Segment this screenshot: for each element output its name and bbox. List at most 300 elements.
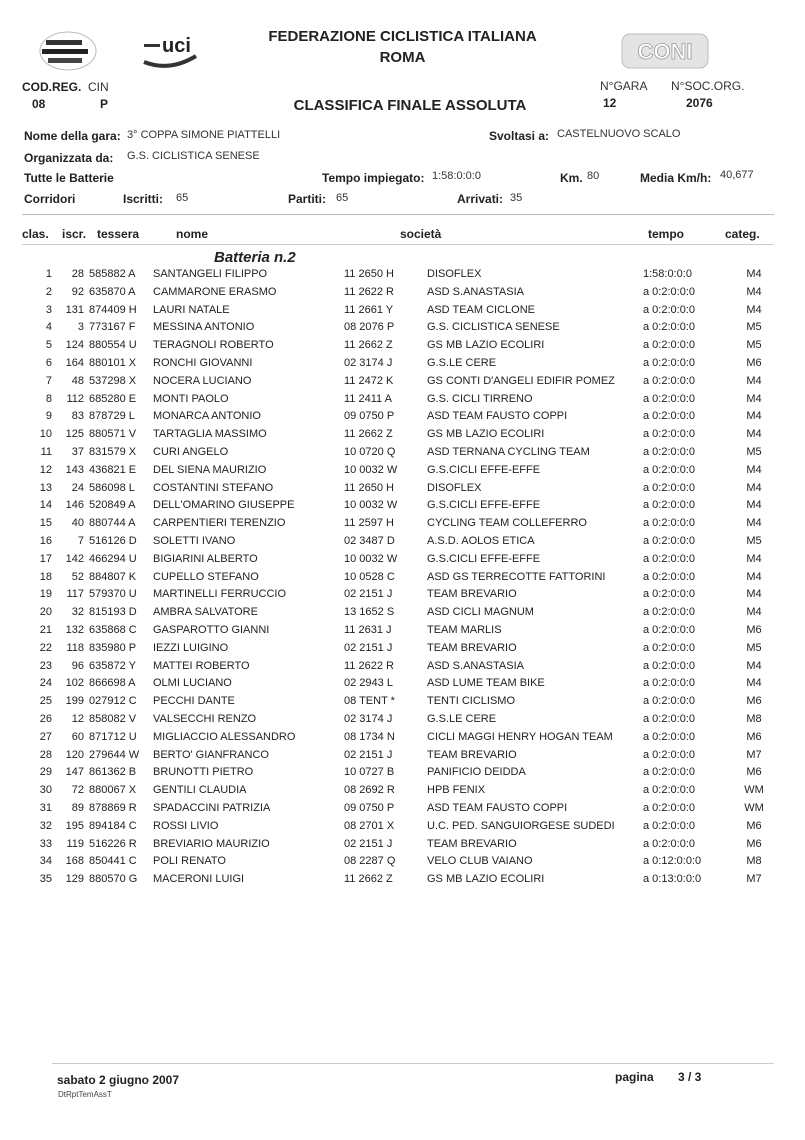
cell-categ: M4 <box>746 410 762 423</box>
table-row <box>0 499 805 517</box>
cell-iscr: 92 <box>71 285 84 298</box>
cell-tessera: 520849 A <box>89 499 136 512</box>
cell-societa: ASD S.ANASTASIA <box>427 285 524 298</box>
cell-iscr: 40 <box>71 517 84 530</box>
table-row <box>0 588 805 606</box>
cell-tempo: a 0:2:0:0:0 <box>643 410 695 423</box>
cin-label: CIN <box>88 80 109 94</box>
cell-societa: ASD S.ANASTASIA <box>427 659 524 672</box>
cell-tessera: 866698 A <box>89 677 136 690</box>
time-value: 1:58:0:0:0 <box>432 170 481 182</box>
cell-societa: TEAM BREVARIO <box>427 748 517 761</box>
cod-reg-label: COD.REG. <box>22 80 82 94</box>
table-row <box>0 286 805 304</box>
organizer-label: Organizzata da: <box>24 151 114 165</box>
km-value: 80 <box>587 170 600 182</box>
cell-codice: 02 3487 D <box>344 534 395 547</box>
cell-tempo: a 0:2:0:0:0 <box>643 356 695 369</box>
table-row <box>0 642 805 660</box>
table-row <box>0 446 805 464</box>
cell-categ: M5 <box>746 534 762 547</box>
cell-tempo: a 0:2:0:0:0 <box>643 712 695 725</box>
cell-societa: ASD TERNANA CYCLING TEAM <box>427 445 590 458</box>
table-row <box>0 428 805 446</box>
table-row <box>0 855 805 873</box>
cell-iscr: 125 <box>65 428 84 441</box>
cell-categ: WM <box>744 801 764 814</box>
cell-tempo: a 0:2:0:0:0 <box>643 766 695 779</box>
cell-categ: M4 <box>746 588 762 601</box>
cell-tempo: a 0:2:0:0:0 <box>643 481 695 494</box>
cell-iscr: 119 <box>66 837 84 850</box>
cell-codice: 11 2650 H <box>344 268 394 280</box>
cell-tessera: 027912 C <box>89 695 137 708</box>
col-societa: società <box>400 227 442 241</box>
cell-pos: 30 <box>39 784 52 797</box>
cell-tempo: a 0:2:0:0:0 <box>643 748 695 761</box>
cell-nome: CARPENTIERI TERENZIO <box>153 517 286 530</box>
cell-tessera: 850441 C <box>89 855 137 868</box>
cell-nome: NOCERA LUCIANO <box>153 374 252 387</box>
table-row <box>0 571 805 589</box>
cell-codice: 11 2622 R <box>344 659 394 672</box>
time-label: Tempo impiegato: <box>322 171 425 185</box>
cell-iscr: 143 <box>65 463 84 476</box>
cell-pos: 2 <box>45 285 52 298</box>
coni-logo-text: CONI <box>637 39 693 64</box>
cell-tempo: a 0:13:0:0:0 <box>643 873 702 886</box>
cell-nome: SANTANGELI FILIPPO <box>153 268 268 280</box>
cell-categ: WM <box>744 784 764 797</box>
cell-tempo: a 0:2:0:0:0 <box>643 588 695 601</box>
cell-societa: DISOFLEX <box>427 268 482 280</box>
cell-nome: OLMI LUCIANO <box>153 677 232 690</box>
cell-nome: MACERONI LUIGI <box>153 873 245 886</box>
table-row <box>0 517 805 535</box>
cell-societa: ASD TEAM FAUSTO COPPI <box>427 410 568 423</box>
cell-iscr: 48 <box>71 374 84 387</box>
cell-tessera: 874409 H <box>89 303 137 316</box>
table-row <box>0 410 805 428</box>
cell-societa: PANIFICIO DEIDDA <box>427 766 526 779</box>
cell-iscr: 112 <box>66 392 84 405</box>
uci-logo-text: uci <box>162 35 191 57</box>
cell-tessera: 466294 U <box>89 552 137 565</box>
col-tessera: tessera <box>97 227 140 241</box>
table-row <box>0 553 805 571</box>
results-table <box>0 268 805 891</box>
cell-nome: TARTAGLIA MASSIMO <box>153 428 267 441</box>
cell-societa: G.S.LE CERE <box>427 712 497 725</box>
cell-tessera: 858082 V <box>89 712 137 725</box>
table-row <box>0 339 805 357</box>
cell-nome: COSTANTINI STEFANO <box>153 481 274 494</box>
cell-nome: MESSINA ANTONIO <box>153 321 255 334</box>
cell-codice: 11 2472 K <box>344 374 394 387</box>
cell-tempo: a 0:2:0:0:0 <box>643 552 695 565</box>
cell-categ: M6 <box>746 819 762 832</box>
cell-societa: ASD CICLI MAGNUM <box>427 606 534 619</box>
col-nome: nome <box>176 227 209 241</box>
cell-pos: 17 <box>39 552 52 565</box>
cell-pos: 6 <box>45 356 52 369</box>
table-row <box>0 321 805 339</box>
cell-iscr: 52 <box>71 570 84 583</box>
cell-tessera: 579370 U <box>89 588 137 601</box>
cell-codice: 10 0032 W <box>344 552 398 565</box>
cell-pos: 32 <box>39 819 52 832</box>
cell-nome: BERTO' GIANFRANCO <box>153 748 269 761</box>
cell-tessera: 537298 X <box>89 374 137 387</box>
header-divider <box>22 214 774 215</box>
organizer-value: G.S. CICLISTICA SENESE <box>127 150 260 162</box>
cell-tessera: 635868 C <box>89 623 137 636</box>
cell-nome: PECCHI DANTE <box>153 695 235 708</box>
cell-categ: M8 <box>746 855 762 868</box>
cell-codice: 02 2151 J <box>344 837 393 850</box>
cell-iscr: 28 <box>71 268 84 280</box>
cell-pos: 24 <box>39 677 52 690</box>
table-row <box>0 660 805 678</box>
cell-societa: TENTI CICLISMO <box>427 695 516 708</box>
cell-tempo: a 0:2:0:0:0 <box>643 641 695 654</box>
cell-societa: ASD LUME TEAM BIKE <box>427 677 545 690</box>
cell-pos: 23 <box>39 659 52 672</box>
cell-categ: M4 <box>746 268 762 280</box>
cell-iscr: 129 <box>65 873 84 886</box>
cell-codice: 02 3174 J <box>344 712 393 725</box>
ngara-value: 12 <box>603 96 617 110</box>
cell-pos: 11 <box>40 445 52 458</box>
race-value: 3° COPPA SIMONE PIATTELLI <box>127 129 281 141</box>
cell-pos: 10 <box>39 428 52 441</box>
cell-codice: 08 2076 P <box>344 321 395 334</box>
table-row <box>0 766 805 784</box>
cell-societa: G.S.CICLI EFFE-EFFE <box>427 552 541 565</box>
batteries-label: Tutte le Batterie <box>24 171 114 185</box>
table-row <box>0 268 805 286</box>
cell-tempo: a 0:2:0:0:0 <box>643 695 695 708</box>
cell-categ: M4 <box>746 570 762 583</box>
cell-pos: 12 <box>39 463 52 476</box>
cell-codice: 11 2662 Z <box>344 873 393 886</box>
cell-tessera: 685280 E <box>89 392 137 405</box>
cell-codice: 11 2411 A <box>344 392 392 405</box>
cell-tempo: a 0:2:0:0:0 <box>643 463 695 476</box>
cell-tessera: 880570 G <box>89 873 138 886</box>
cell-codice: 09 0750 P <box>344 410 395 423</box>
cell-tessera: 880101 X <box>89 356 137 369</box>
cell-nome: CAMMARONE ERASMO <box>153 285 277 298</box>
cell-pos: 15 <box>39 517 52 530</box>
fci-logo-icon <box>38 30 98 72</box>
cell-codice: 02 2943 L <box>344 677 393 690</box>
cell-societa: TEAM BREVARIO <box>427 641 517 654</box>
cell-iscr: 102 <box>65 677 84 690</box>
cell-pos: 33 <box>39 837 52 850</box>
cell-tessera: 878729 L <box>89 410 135 423</box>
cell-tempo: a 0:2:0:0:0 <box>643 784 695 797</box>
cell-nome: GASPAROTTO GIANNI <box>153 623 270 636</box>
cell-pos: 7 <box>45 374 52 387</box>
cell-tessera: 635872 Y <box>89 659 136 672</box>
cell-tempo: a 0:2:0:0:0 <box>643 606 695 619</box>
race-label: Nome della gara: <box>24 129 121 143</box>
cell-tessera: 586098 L <box>89 481 135 494</box>
cell-tempo: a 0:2:0:0:0 <box>643 534 695 547</box>
cell-societa: G.S.LE CERE <box>427 356 497 369</box>
table-row <box>0 784 805 802</box>
cell-categ: M4 <box>746 552 762 565</box>
footer-page-value: 3 / 3 <box>678 1070 702 1084</box>
cell-tempo: a 0:2:0:0:0 <box>643 730 695 743</box>
cell-codice: 08 2692 R <box>344 784 395 797</box>
cell-categ: M4 <box>746 374 762 387</box>
table-row <box>0 820 805 838</box>
cell-tessera: 894184 C <box>89 819 137 832</box>
cell-nome: MATTEI ROBERTO <box>153 659 250 672</box>
cell-societa: GS MB LAZIO ECOLIRI <box>427 428 545 441</box>
cell-categ: M6 <box>746 766 762 779</box>
cell-iscr: 83 <box>71 410 84 423</box>
cell-pos: 34 <box>39 855 52 868</box>
venue-label: Svoltasi a: <box>489 129 550 143</box>
cell-tessera: 516126 D <box>89 534 137 547</box>
cell-categ: M5 <box>746 641 762 654</box>
cell-nome: BRUNOTTI PIETRO <box>153 766 254 779</box>
cell-societa: CICLI MAGGI HENRY HOGAN TEAM <box>427 730 613 743</box>
cell-tessera: 878869 R <box>89 801 137 814</box>
cell-categ: M7 <box>746 748 762 761</box>
cell-categ: M4 <box>746 677 762 690</box>
cell-societa: TEAM BREVARIO <box>427 588 517 601</box>
table-row <box>0 304 805 322</box>
cin-value: P <box>100 97 109 111</box>
cell-tessera: 516226 R <box>89 837 137 850</box>
entered-value: 65 <box>176 192 189 204</box>
cell-nome: AMBRA SALVATORE <box>153 606 258 619</box>
avg-value: 40,677 <box>720 169 754 181</box>
cell-pos: 21 <box>39 623 52 636</box>
cell-societa: U.C. PED. SANGUIORGESE SUDEDI <box>427 819 615 832</box>
cell-tessera: 861362 B <box>89 766 137 779</box>
table-row <box>0 393 805 411</box>
cell-societa: GS MB LAZIO ECOLIRI <box>427 873 545 886</box>
table-row <box>0 695 805 713</box>
riders-label: Corridori <box>24 192 76 206</box>
cell-iscr: 124 <box>65 339 84 352</box>
cell-tessera: 773167 F <box>89 321 136 334</box>
cell-societa: GS CONTI D'ANGELI EDIFIR POMEZ <box>427 374 615 387</box>
started-label: Partiti: <box>288 192 327 206</box>
cell-categ: M5 <box>746 321 762 334</box>
cell-nome: TERAGNOLI ROBERTO <box>153 339 274 352</box>
cell-iscr: 146 <box>65 499 84 512</box>
cell-iscr: 120 <box>65 748 84 761</box>
cell-iscr: 60 <box>71 730 84 743</box>
km-label: Km. <box>560 171 583 185</box>
cell-societa: G.S.CICLI EFFE-EFFE <box>427 499 541 512</box>
cell-tessera: 436821 E <box>89 463 137 476</box>
cell-tempo: a 0:2:0:0:0 <box>643 801 695 814</box>
cell-codice: 02 3174 J <box>344 356 393 369</box>
cell-iscr: 3 <box>77 321 84 334</box>
cell-tempo: a 0:2:0:0:0 <box>643 445 695 458</box>
cell-categ: M6 <box>746 623 762 636</box>
cell-iscr: 147 <box>65 766 84 779</box>
cell-tessera: 635870 A <box>89 285 136 298</box>
cell-categ: M6 <box>746 837 762 850</box>
cell-nome: POLI RENATO <box>153 855 226 868</box>
cell-pos: 31 <box>39 801 52 814</box>
cell-pos: 28 <box>39 748 52 761</box>
cell-pos: 19 <box>39 588 52 601</box>
arrived-value: 35 <box>510 192 523 204</box>
cell-pos: 18 <box>39 570 52 583</box>
cell-codice: 08 2287 Q <box>344 855 396 868</box>
cell-codice: 10 0720 Q <box>344 445 396 458</box>
cell-pos: 26 <box>39 712 52 725</box>
cell-iscr: 24 <box>71 481 84 494</box>
cell-nome: MARTINELLI FERRUCCIO <box>153 588 287 601</box>
cell-categ: M4 <box>746 463 762 476</box>
cell-categ: M6 <box>746 356 762 369</box>
cell-categ: M4 <box>746 428 762 441</box>
cell-tempo: a 0:2:0:0:0 <box>643 339 695 352</box>
cell-societa: ASD TEAM CICLONE <box>427 303 535 316</box>
cell-codice: 02 2151 J <box>344 588 393 601</box>
cell-tessera: 871712 U <box>89 730 137 743</box>
cell-pos: 1 <box>45 268 52 280</box>
table-row <box>0 357 805 375</box>
cell-tempo: a 0:2:0:0:0 <box>643 499 695 512</box>
table-row <box>0 731 805 749</box>
cell-societa: GS MB LAZIO ECOLIRI <box>427 339 545 352</box>
cell-societa: G.S. CICLI TIRRENO <box>427 392 533 405</box>
cell-nome: DELL'OMARINO GIUSEPPE <box>153 499 295 512</box>
cell-nome: LAURI NATALE <box>153 303 230 316</box>
cell-categ: M4 <box>746 285 762 298</box>
cell-categ: M5 <box>746 445 762 458</box>
table-row <box>0 749 805 767</box>
cell-pos: 4 <box>45 321 52 334</box>
cell-nome: CUPELLO STEFANO <box>153 570 259 583</box>
cell-codice: 08 TENT * <box>344 695 395 708</box>
cell-tessera: 880554 U <box>89 339 137 352</box>
coni-logo <box>620 30 710 72</box>
cell-pos: 8 <box>45 392 52 405</box>
table-row <box>0 677 805 695</box>
cell-nome: SPADACCINI PATRIZIA <box>153 801 271 814</box>
cell-tessera: 884807 K <box>89 570 137 583</box>
cell-codice: 08 2701 X <box>344 819 395 832</box>
cell-codice: 02 2151 J <box>344 641 393 654</box>
cell-tempo: a 0:2:0:0:0 <box>643 819 695 832</box>
cell-pos: 14 <box>39 499 52 512</box>
battery-title: Batteria n.2 <box>214 249 296 266</box>
cell-pos: 35 <box>39 873 52 886</box>
cell-pos: 16 <box>39 534 52 547</box>
table-row <box>0 535 805 553</box>
cell-categ: M7 <box>746 873 762 886</box>
cell-tempo: a 0:2:0:0:0 <box>643 623 695 636</box>
federation-title: FEDERAZIONE CICLISTICA ITALIANA <box>268 28 537 45</box>
col-tempo: tempo <box>648 227 684 241</box>
table-row <box>0 802 805 820</box>
cell-tessera: 831579 X <box>89 445 137 458</box>
cell-tempo: a 0:2:0:0:0 <box>643 677 695 690</box>
cell-tessera: 880571 V <box>89 428 137 441</box>
cell-categ: M8 <box>746 712 762 725</box>
col-clas: clas. <box>22 227 49 241</box>
cell-categ: M6 <box>746 695 762 708</box>
cell-pos: 25 <box>39 695 52 708</box>
cell-tempo: a 0:2:0:0:0 <box>643 837 695 850</box>
cell-tempo: a 0:2:0:0:0 <box>643 517 695 530</box>
nsoc-label: N°SOC.ORG. <box>671 79 745 93</box>
cell-tessera: 585882 A <box>89 268 136 280</box>
cod-reg-value: 08 <box>32 97 46 111</box>
started-value: 65 <box>336 192 349 204</box>
cell-tempo: a 0:2:0:0:0 <box>643 303 695 316</box>
cell-nome: GENTILI CLAUDIA <box>153 784 247 797</box>
cell-tessera: 815193 D <box>89 606 137 619</box>
table-row <box>0 375 805 393</box>
cell-pos: 3 <box>45 303 52 316</box>
cell-societa: TEAM MARLIS <box>427 623 502 636</box>
cell-nome: MONTI PAOLO <box>153 392 229 405</box>
footer-date: sabato 2 giugno 2007 <box>57 1073 180 1087</box>
cell-codice: 13 1652 S <box>344 606 395 619</box>
cell-categ: M4 <box>746 659 762 672</box>
cell-iscr: 72 <box>71 784 84 797</box>
arrived-label: Arrivati: <box>457 192 504 206</box>
table-row <box>0 482 805 500</box>
cell-pos: 27 <box>39 730 52 743</box>
cell-iscr: 37 <box>71 445 84 458</box>
cell-iscr: 118 <box>66 641 84 654</box>
cell-iscr: 131 <box>65 303 84 316</box>
cell-societa: ASD TEAM FAUSTO COPPI <box>427 801 568 814</box>
cell-tessera: 279644 W <box>89 748 140 761</box>
cell-categ: M4 <box>746 499 762 512</box>
cell-iscr: 89 <box>71 801 84 814</box>
cell-codice: 11 2650 H <box>344 481 394 494</box>
cell-nome: DEL SIENA MAURIZIO <box>153 463 267 476</box>
table-row <box>0 464 805 482</box>
cell-nome: CURI ANGELO <box>153 445 229 458</box>
cell-pos: 9 <box>45 410 52 423</box>
cell-pos: 20 <box>39 606 52 619</box>
cell-nome: VALSECCHI RENZO <box>153 712 257 725</box>
cell-codice: 10 0032 W <box>344 463 398 476</box>
cell-nome: IEZZI LUIGINO <box>153 641 229 654</box>
cell-iscr: 142 <box>65 552 84 565</box>
cell-pos: 13 <box>39 481 52 494</box>
cell-iscr: 12 <box>71 712 84 725</box>
cell-codice: 09 0750 P <box>344 801 395 814</box>
cell-tempo: a 0:2:0:0:0 <box>643 392 695 405</box>
table-row <box>0 606 805 624</box>
cell-societa: TEAM BREVARIO <box>427 837 517 850</box>
cell-societa: G.S. CICLISTICA SENESE <box>427 321 560 334</box>
cell-tessera: 835980 P <box>89 641 137 654</box>
cell-codice: 11 2662 Z <box>344 339 393 352</box>
table-divider <box>22 244 774 245</box>
cell-nome: BIGIARINI ALBERTO <box>153 552 258 565</box>
cell-codice: 11 2661 Y <box>344 303 394 316</box>
cell-societa: CYCLING TEAM COLLEFERRO <box>427 517 587 530</box>
